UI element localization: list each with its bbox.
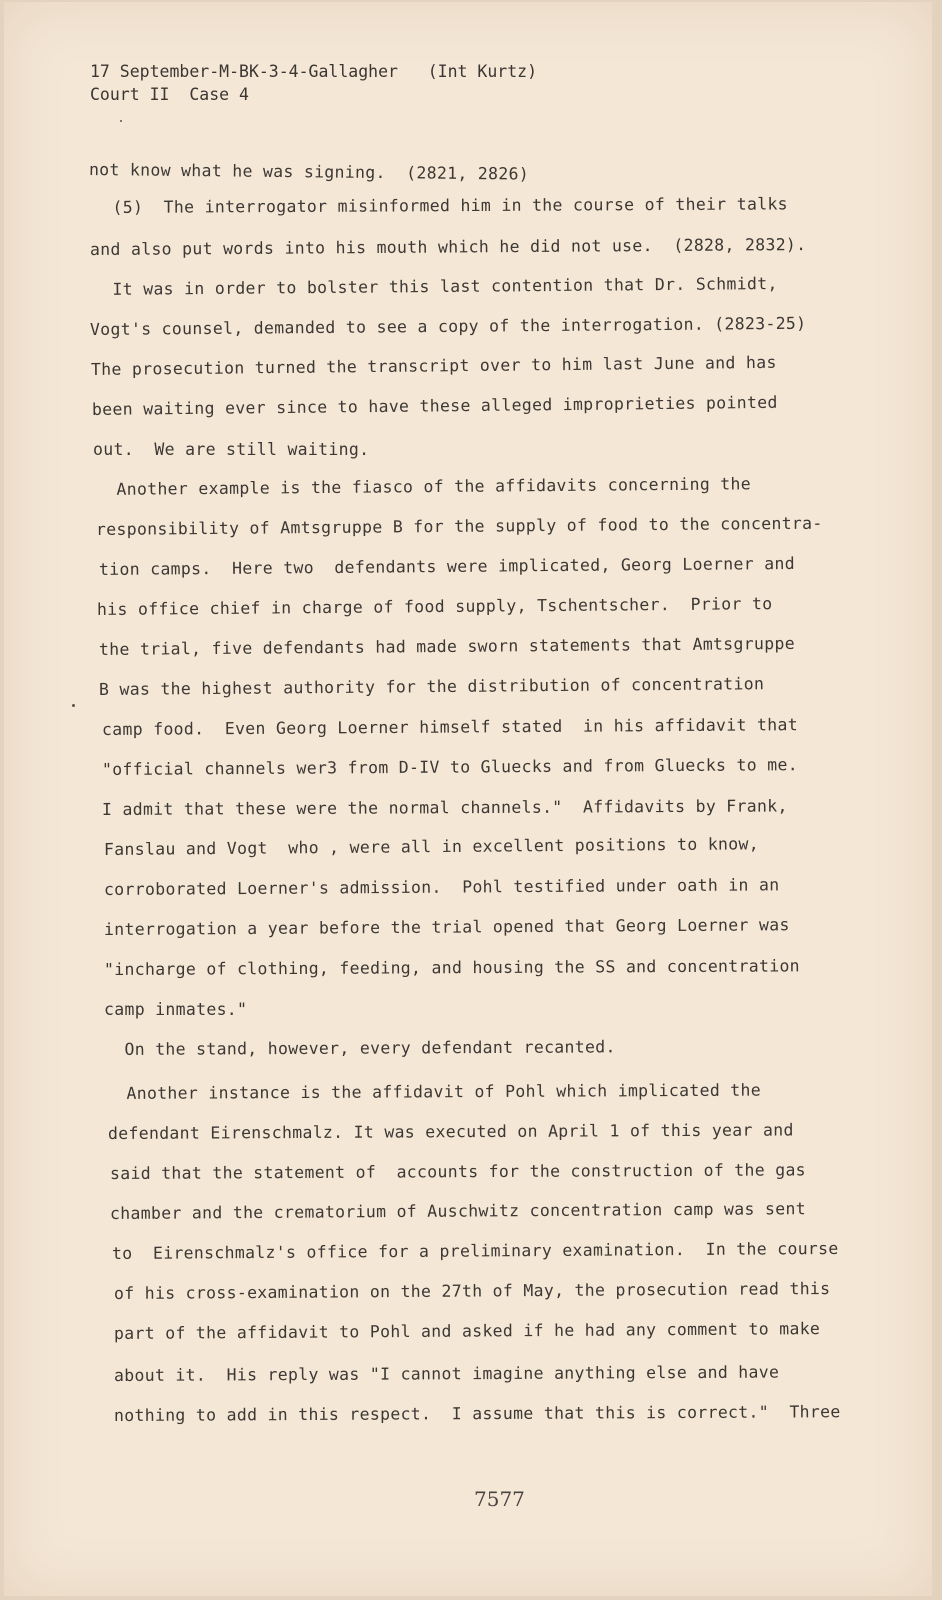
text-line: nothing to add in this respect. I assume that this is correct." Three (113, 1402, 841, 1425)
text-line: camp food. Even Georg Loerner himself stated in his affidavit that (101, 715, 798, 739)
text-line: Another example is the fiasco of the affidavits concerning the (95, 474, 752, 499)
header-line-2: Court II Case 4 (90, 85, 249, 104)
text-line: I admit that these were the normal channels." Affidavits by Frank, (101, 796, 788, 819)
text-line: his office chief in charge of food supply, Tschentscher. Prior to (96, 594, 773, 619)
text-line: interrogation a year before the trial opened that Georg Loerner was (103, 915, 790, 939)
text-line: B was the highest authority for the distribution of concentration (98, 674, 765, 699)
text-line: been waiting ever since to have these alleged improprieties pointed (91, 392, 778, 419)
text-line: defendant Eirenschmalz. It was executed on April 1 of this year and (107, 1120, 794, 1143)
text-line: tion camps. Here two defendants were implicated, Georg Loerner and (98, 553, 795, 579)
text-line: of his cross-examination on the 27th of May, the prosecution read this (113, 1278, 831, 1303)
text-line: Fanslau and Vogt who , were all in excellent positions to know, (103, 834, 760, 859)
page-number: 7577 (474, 1487, 525, 1511)
ink-speck (120, 120, 122, 122)
text-line: and also put words into his mouth which he did not use. (2828, 2832). (89, 234, 807, 259)
text-line: said that the statement of accounts for the construction of the gas (109, 1160, 806, 1183)
text-line: camp inmates." (104, 1000, 248, 1019)
text-line: the trial, five defendants had made sworn statements that Amtsgruppe (98, 633, 795, 659)
text-line: The prosecution turned the transcript over to him last June and has (90, 352, 777, 379)
page-header (90, 60, 537, 106)
text-line: "incharge of clothing, feeding, and housing the SS and concentration (103, 956, 800, 979)
text-line: (5) The interrogator misinformed him in the course of their talks (91, 194, 788, 217)
text-line: part of the affidavit to Pohl and asked if he had any comment to make (113, 1319, 821, 1343)
text-line: Vogt's counsel, demanded to see a copy of the interrogation. (2823-25) (89, 313, 807, 339)
text-line: Another instance is the affidavit of Pohl which implicated the (105, 1080, 762, 1103)
header-line-1: 17 September-M-BK-3-4-Gallagher (Int Kurtz) (90, 62, 538, 81)
text-line: not know what he was signing. (2821, 2826) (88, 160, 530, 184)
text-line: On the stand, however, every defendant recanted. (103, 1037, 616, 1059)
text-line: responsibility of Amtsgruppe B for the supply of food to the concentra- (95, 513, 823, 539)
text-line: about it. His reply was "I cannot imagine anything else and have (113, 1362, 780, 1385)
text-line: chamber and the crematorium of Auschwitz concentration camp was sent (109, 1199, 806, 1223)
text-line: out. We are still waiting. (93, 440, 370, 459)
text-line: corroborated Loerner's admission. Pohl testified under oath in an (103, 875, 780, 899)
document-page (4, 2, 932, 1596)
ink-speck (72, 704, 75, 707)
text-line: to Eirenschmalz's office for a preliminary examination. In the course (111, 1238, 839, 1263)
text-line: It was in order to bolster this last contention that Dr. Schmidt, (91, 274, 778, 299)
text-line: "official channels wer3 from D-IV to Gluecks and from Gluecks to me. (101, 755, 798, 779)
